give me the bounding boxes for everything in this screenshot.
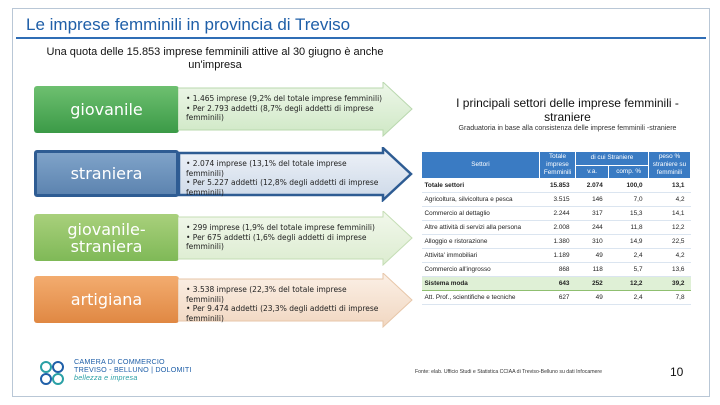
cell-peso: 39,2 bbox=[649, 277, 691, 291]
col-stranieri: di cui Straniere bbox=[576, 152, 649, 166]
arrow-giovanile bbox=[178, 82, 414, 137]
stat-line: • Per 2.793 addetti (8,7% degli addetti di imprese femminili) bbox=[186, 103, 374, 122]
table-row bbox=[422, 193, 691, 207]
cell-settore: Alloggio e ristorazione bbox=[422, 235, 540, 249]
cell-peso: 7,8 bbox=[649, 291, 691, 305]
category-giovanile: giovanile bbox=[34, 86, 179, 133]
cell-va: 118 bbox=[576, 263, 609, 277]
cell-peso: 14,1 bbox=[649, 207, 691, 221]
table-row bbox=[422, 291, 691, 305]
cell-comp: 2,4 bbox=[609, 291, 649, 305]
stat-line: • Per 9.474 addetti (23,3% degli addetti di imprese femminili) bbox=[186, 304, 379, 323]
cell-settore: Agricoltura, silvicoltura e pesca bbox=[422, 193, 540, 207]
cell-va: 244 bbox=[576, 221, 609, 235]
table-row bbox=[422, 249, 691, 263]
cell-totale: 2.244 bbox=[540, 207, 576, 221]
cell-comp: 100,0 bbox=[609, 179, 649, 193]
arrow-text-straniera bbox=[186, 159, 386, 197]
arrow-text-giovanile bbox=[186, 94, 386, 123]
col-va: v.a. bbox=[576, 165, 609, 179]
arrow-giovanile-straniera bbox=[178, 211, 414, 266]
table-row bbox=[422, 277, 691, 291]
cell-settore: Commercio al dettaglio bbox=[422, 207, 540, 221]
arrow-artigiana bbox=[178, 273, 414, 328]
cell-comp: 15,3 bbox=[609, 207, 649, 221]
stat-line: • 1.465 imprese (9,2% del totale imprese femminili) bbox=[186, 94, 383, 103]
cell-settore: Commercio all'ingrosso bbox=[422, 263, 540, 277]
source-note: Fonte: elab. Ufficio Studi e Statistica CCIAA di Treviso-Belluno su dati Infocamere bbox=[415, 369, 603, 375]
arrow-text-artigiana bbox=[186, 285, 386, 323]
col-totale: Totale imprese Femminili bbox=[540, 152, 576, 179]
cell-totale: 15.853 bbox=[540, 179, 576, 193]
title-divider bbox=[16, 37, 706, 39]
stat-line: • 2.074 imprese (13,1% del totale imprese femminili) bbox=[186, 159, 347, 178]
cell-va: 317 bbox=[576, 207, 609, 221]
category-artigiana: artigiana bbox=[34, 276, 179, 323]
cell-va: 310 bbox=[576, 235, 609, 249]
cell-va: 146 bbox=[576, 193, 609, 207]
cell-peso: 22,5 bbox=[649, 235, 691, 249]
cell-totale: 3.515 bbox=[540, 193, 576, 207]
cell-va: 49 bbox=[576, 249, 609, 263]
subtitle: Una quota delle 15.853 imprese femminili attive al 30 giugno è anche un'impresa bbox=[46, 46, 384, 71]
page-number: 10 bbox=[670, 365, 684, 379]
cell-va: 2.074 bbox=[576, 179, 609, 193]
sectors-table bbox=[421, 151, 691, 305]
cell-comp: 7,0 bbox=[609, 193, 649, 207]
arrow-straniera bbox=[178, 147, 414, 202]
table-row bbox=[422, 263, 691, 277]
category-giovanile-straniera: giovanile-straniera bbox=[34, 214, 179, 261]
table-row bbox=[422, 221, 691, 235]
cell-settore: Attivita' immobiliari bbox=[422, 249, 540, 263]
cell-peso: 4,2 bbox=[649, 193, 691, 207]
cell-comp: 11,8 bbox=[609, 221, 649, 235]
cell-settore: Sistema moda bbox=[422, 277, 540, 291]
cell-settore: Altre attività di servizi alla persona bbox=[422, 221, 540, 235]
table-row bbox=[422, 235, 691, 249]
cell-totale: 1.189 bbox=[540, 249, 576, 263]
col-settori: Settori bbox=[422, 152, 540, 179]
cell-totale: 1.380 bbox=[540, 235, 576, 249]
stat-line: • 3.538 imprese (22,3% del totale imprese femminili) bbox=[186, 285, 347, 304]
arrow-text-giovanile-straniera bbox=[186, 223, 386, 252]
col-peso: peso % straniere su femminili bbox=[649, 152, 691, 179]
logo-text bbox=[74, 358, 192, 383]
cell-comp: 2,4 bbox=[609, 249, 649, 263]
stat-line: • Per 675 addetti (1,6% degli addetti di imprese femminili) bbox=[186, 232, 367, 251]
logo-line-1: CAMERA DI COMMERCIO bbox=[74, 357, 165, 366]
sectors-title: I principali settori delle imprese femminili -straniere bbox=[456, 96, 679, 124]
cell-totale: 627 bbox=[540, 291, 576, 305]
cell-totale: 643 bbox=[540, 277, 576, 291]
stat-line: • 299 imprese (1,9% del totale imprese femminili) bbox=[186, 223, 375, 232]
cell-totale: 2.008 bbox=[540, 221, 576, 235]
logo-mark-icon bbox=[38, 359, 68, 387]
cell-va: 49 bbox=[576, 291, 609, 305]
cell-peso: 12,2 bbox=[649, 221, 691, 235]
cell-settore: Att. Prof., scientifiche e tecniche bbox=[422, 291, 540, 305]
table-row bbox=[422, 179, 691, 193]
cell-peso: 13,6 bbox=[649, 263, 691, 277]
cell-totale: 868 bbox=[540, 263, 576, 277]
cell-peso: 4,2 bbox=[649, 249, 691, 263]
table-row bbox=[422, 207, 691, 221]
cell-comp: 14,9 bbox=[609, 235, 649, 249]
stat-line: • Per 5.227 addetti (12,8% degli addetti di imprese femminili) bbox=[186, 178, 379, 197]
cell-peso: 13,1 bbox=[649, 179, 691, 193]
sectors-subtitle: Graduatoria in base alla consistenza delle imprese femminili -straniere bbox=[458, 125, 677, 132]
logo-line-2: TREVISO - BELLUNO | DOLOMITI bbox=[74, 365, 192, 375]
logo-line-3: bellezza e impresa bbox=[74, 373, 138, 383]
cell-va: 252 bbox=[576, 277, 609, 291]
table-header-row bbox=[422, 152, 691, 166]
category-straniera: straniera bbox=[34, 150, 179, 197]
col-comp: comp. % bbox=[609, 165, 649, 179]
page-title: Le imprese femminili in provincia di Treviso bbox=[26, 15, 351, 34]
cell-comp: 5,7 bbox=[609, 263, 649, 277]
cell-comp: 12,2 bbox=[609, 277, 649, 291]
chamber-logo bbox=[38, 357, 238, 389]
cell-settore: Totale settori bbox=[422, 179, 540, 193]
